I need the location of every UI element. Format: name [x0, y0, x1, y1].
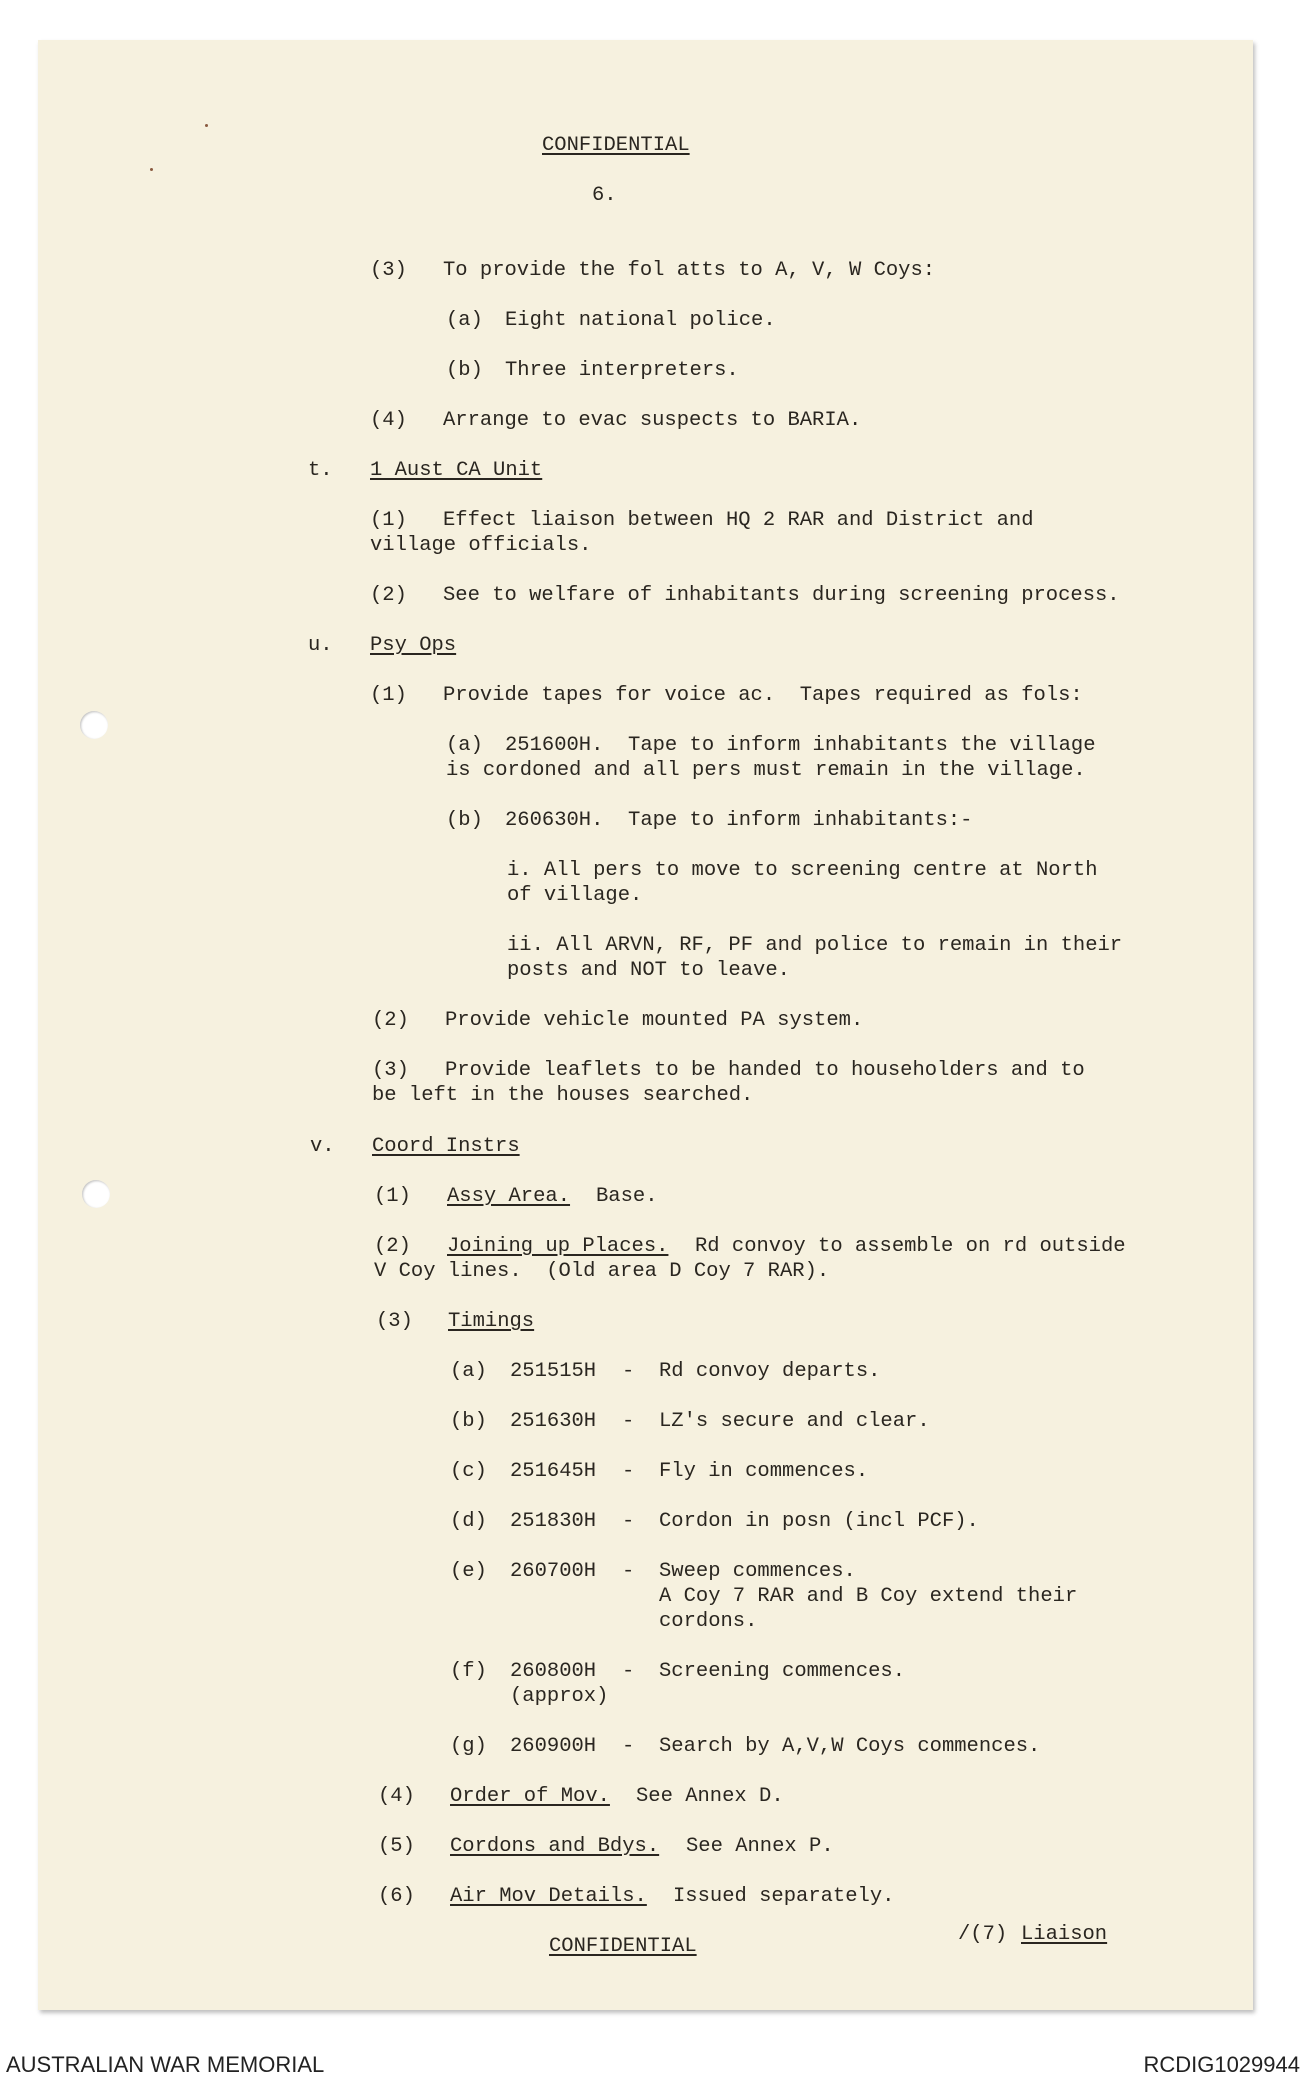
- subsubitem-text: posts and NOT to leave.: [507, 959, 790, 982]
- item-text: Provide vehicle mounted PA system.: [445, 1009, 864, 1032]
- paragraph-letter: v.: [310, 1135, 335, 1158]
- subitem-text: 251600H. Tape to inform inhabitants the village: [505, 734, 1096, 757]
- timing-dash: -: [622, 1560, 635, 1583]
- item-text: See to welfare of inhabitants during screening process.: [443, 584, 1120, 607]
- classification-header: CONFIDENTIAL: [542, 134, 690, 157]
- item-heading: Assy Area.: [447, 1185, 571, 1208]
- item-text: V Coy lines. (Old area D Coy 7 RAR).: [374, 1260, 830, 1283]
- item-number: (5): [378, 1835, 415, 1858]
- timing-time: 251645H: [510, 1460, 597, 1483]
- classification-footer: CONFIDENTIAL: [549, 1935, 697, 1958]
- subitem-text: is cordoned and all pers must remain in the village.: [446, 759, 1086, 782]
- timing-label: (c): [450, 1460, 487, 1483]
- timing-dash: -: [622, 1735, 635, 1758]
- timing-label: (f): [450, 1660, 487, 1683]
- timing-dash: -: [622, 1660, 635, 1683]
- timing-label: (e): [450, 1560, 487, 1583]
- item-number: (3): [376, 1310, 413, 1333]
- timing-label: (g): [450, 1735, 487, 1758]
- punch-hole-top: [80, 711, 108, 739]
- item-number: (4): [378, 1785, 415, 1808]
- item-text: Provide tapes for voice ac. Tapes required as fols:: [443, 684, 1083, 707]
- subitem-label: (b): [446, 359, 483, 382]
- paper-mark: [205, 124, 208, 127]
- timing-dash: -: [622, 1510, 635, 1533]
- timing-time: 251830H: [510, 1510, 597, 1533]
- archive-credit: AUSTRALIAN WAR MEMORIAL: [6, 2052, 325, 2077]
- timing-text: A Coy 7 RAR and B Coy extend their: [659, 1585, 1078, 1608]
- item-text: To provide the fol atts to A, V, W Coys:: [443, 259, 936, 282]
- item-text: Base.: [596, 1185, 658, 1208]
- paragraph-letter: u.: [308, 634, 333, 657]
- timing-text: Cordon in posn (incl PCF).: [659, 1510, 979, 1533]
- item-number: (3): [370, 259, 407, 282]
- timing-dash: -: [622, 1410, 635, 1433]
- item-text: See Annex P.: [686, 1835, 834, 1858]
- archive-id: RCDIG1029944: [1143, 2052, 1300, 2077]
- subsubitem-text: i. All pers to move to screening centre at North: [507, 859, 1098, 882]
- subitem-text: Eight national police.: [505, 309, 776, 332]
- timing-text: cordons.: [659, 1610, 758, 1633]
- item-heading: Air Mov Details.: [450, 1885, 647, 1908]
- item-number: (2): [372, 1009, 409, 1032]
- paragraph-heading: Psy Ops: [370, 634, 457, 657]
- item-number: (6): [378, 1885, 415, 1908]
- timing-text: Search by A,V,W Coys commences.: [659, 1735, 1041, 1758]
- subitem-label: (a): [446, 734, 483, 757]
- paper-mark: [150, 168, 153, 171]
- item-heading: Order of Mov.: [450, 1785, 610, 1808]
- timing-time: 260800H: [510, 1660, 597, 1683]
- continuation-word: Liaison: [1021, 1923, 1108, 1946]
- subitem-label: (a): [446, 309, 483, 332]
- timing-time-note: (approx): [510, 1685, 609, 1708]
- timing-text: Sweep commences.: [659, 1560, 856, 1583]
- item-heading: Joining up Places.: [447, 1235, 669, 1258]
- item-text: Issued separately.: [673, 1885, 895, 1908]
- subsubitem-text: of village.: [507, 884, 643, 907]
- punch-hole-bottom: [82, 1180, 110, 1208]
- continuation-prefix: /(7): [958, 1923, 1008, 1946]
- item-number: (3): [372, 1059, 409, 1082]
- item-number: (4): [370, 409, 407, 432]
- item-text: village officials.: [370, 534, 592, 557]
- timing-dash: -: [622, 1360, 635, 1383]
- subsubitem-text: ii. All ARVN, RF, PF and police to remain in their: [507, 934, 1123, 957]
- item-heading: Timings: [448, 1310, 535, 1333]
- subitem-text: 260630H. Tape to inform inhabitants:-: [505, 809, 973, 832]
- timing-time: 260900H: [510, 1735, 597, 1758]
- timing-text: Screening commences.: [659, 1660, 906, 1683]
- paragraph-heading: Coord Instrs: [372, 1135, 520, 1158]
- timing-label: (b): [450, 1410, 487, 1433]
- paragraph-heading: 1 Aust CA Unit: [370, 459, 543, 482]
- timing-text: Fly in commences.: [659, 1460, 869, 1483]
- item-text: be left in the houses searched.: [372, 1084, 754, 1107]
- item-text: Rd convoy to assemble on rd outside: [695, 1235, 1126, 1258]
- item-text: Effect liaison between HQ 2 RAR and District and: [443, 509, 1034, 532]
- item-number: (1): [370, 509, 407, 532]
- item-text: Arrange to evac suspects to BARIA.: [443, 409, 862, 432]
- timing-time: 251630H: [510, 1410, 597, 1433]
- timing-label: (d): [450, 1510, 487, 1533]
- item-text: See Annex D.: [636, 1785, 784, 1808]
- timing-text: LZ's secure and clear.: [659, 1410, 930, 1433]
- item-number: (2): [374, 1235, 411, 1258]
- paragraph-letter: t.: [308, 459, 333, 482]
- timing-time: 251515H: [510, 1360, 597, 1383]
- item-text: Provide leaflets to be handed to householders and to: [445, 1059, 1085, 1082]
- item-number: (1): [374, 1185, 411, 1208]
- timing-label: (a): [450, 1360, 487, 1383]
- item-heading: Cordons and Bdys.: [450, 1835, 660, 1858]
- timing-dash: -: [622, 1460, 635, 1483]
- page-number: 6.: [592, 184, 617, 207]
- item-number: (1): [370, 684, 407, 707]
- subitem-label: (b): [446, 809, 483, 832]
- item-number: (2): [370, 584, 407, 607]
- timing-text: Rd convoy departs.: [659, 1360, 881, 1383]
- subitem-text: Three interpreters.: [505, 359, 739, 382]
- timing-time: 260700H: [510, 1560, 597, 1583]
